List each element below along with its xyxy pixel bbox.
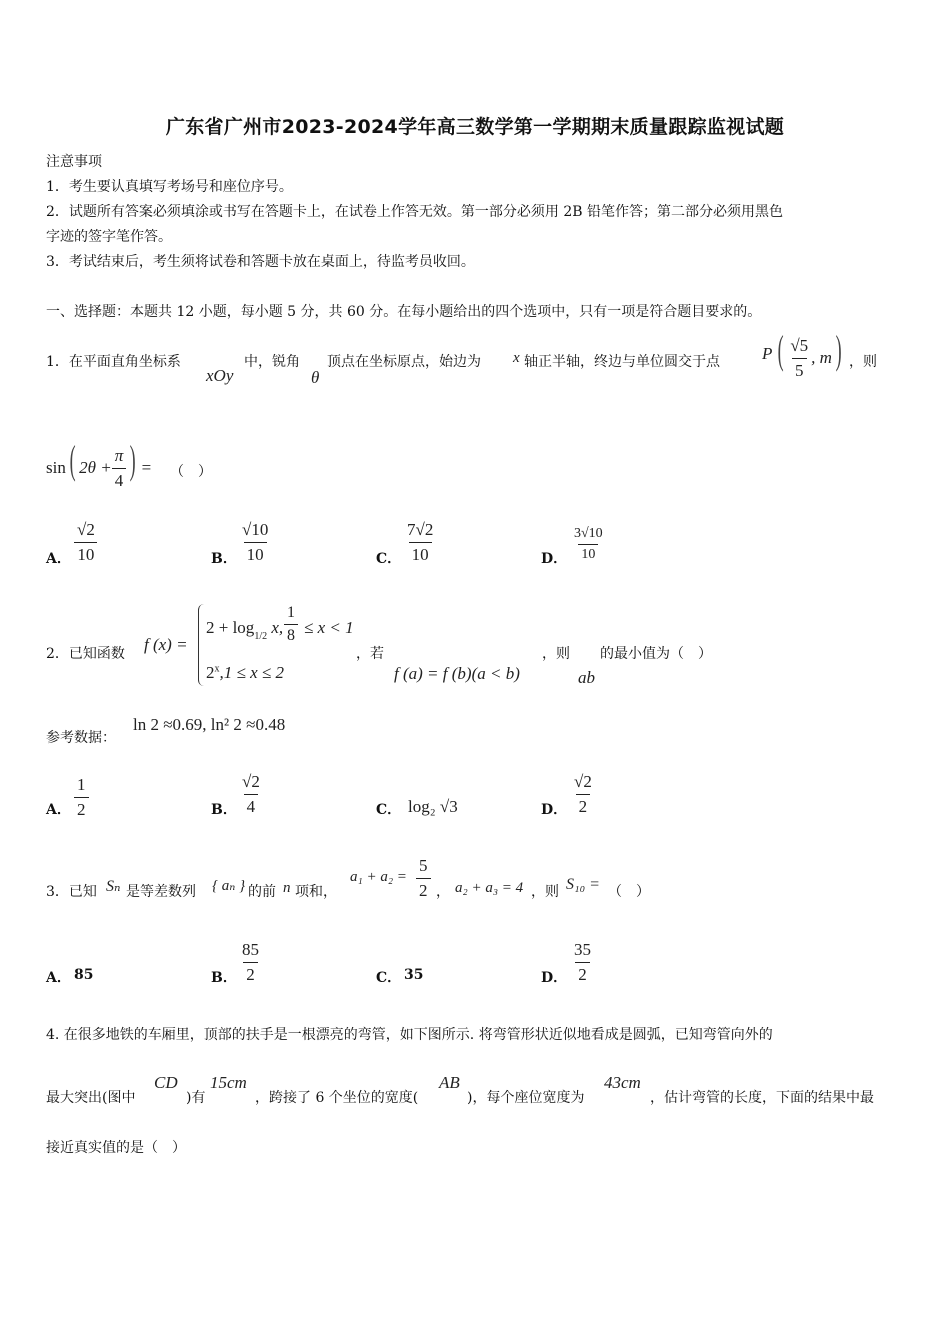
q3-text: 是等差数列	[126, 884, 196, 900]
q1-option-a-num: √2	[77, 520, 95, 539]
q2-option-d-num: √2	[574, 772, 592, 791]
q3-option-c-label[interactable]: C．	[376, 970, 402, 986]
q4-line: 最大突出(图中	[46, 1090, 136, 1106]
q1-theta: θ	[311, 368, 320, 387]
q2-case2-cond: ,1 ≤ x ≤ 2	[219, 663, 284, 682]
q2-ref-label: 参考数据：	[46, 730, 116, 746]
q1-option-b-num: √10	[242, 520, 269, 539]
q1-option-c-den: 10	[409, 542, 432, 565]
q3-eq1-frac	[416, 856, 431, 901]
q1-option-a-den: 10	[74, 542, 97, 565]
q2-option-a-num: 1	[77, 775, 86, 794]
q2-option-a-label[interactable]: A．	[46, 802, 71, 818]
q4-line: )，每个座位宽度为	[467, 1090, 585, 1106]
q1-option-c[interactable]	[404, 520, 436, 565]
q3-eq1-den: 2	[416, 878, 431, 901]
q2-case2-exp: x	[214, 663, 220, 675]
q1-eq: =	[141, 458, 152, 477]
q3-s10: S₁₀ =	[566, 876, 600, 893]
q1-point-num: √5	[790, 336, 809, 355]
q3-text: 项和，	[295, 884, 337, 900]
q3-eq1-lhs: a₁ + a₂ =	[350, 869, 407, 885]
q1-text: 顶点在坐标原点，始边为	[327, 354, 481, 370]
notice-item: 字迹的签字笔作答。	[46, 229, 172, 245]
q2-fx: f (x) =	[144, 635, 188, 654]
q2-ab: ab	[578, 668, 595, 687]
q1-option-c-label[interactable]: C．	[376, 551, 402, 567]
q2-option-c-label[interactable]: C．	[376, 802, 402, 818]
q3-option-b[interactable]	[239, 940, 262, 985]
q2-case1-frac-num: 1	[287, 604, 295, 621]
q1-option-d-num: 3√10	[574, 526, 603, 541]
q1-text: ，则	[849, 354, 877, 370]
q1-text: 1．在平面直角坐标系	[46, 354, 181, 370]
q3-an: { aₙ }	[212, 878, 246, 894]
q2-option-b-label[interactable]: B．	[211, 802, 237, 818]
q3-option-d-num: 35	[574, 940, 591, 959]
q4-cd: CD	[154, 1073, 178, 1092]
q3-option-a[interactable]: 85	[74, 967, 94, 983]
q3-option-a-label[interactable]: A．	[46, 970, 71, 986]
q2-text: ，则	[542, 646, 570, 662]
q1-point-coords: ( $\frac{√5}{5}$ , m)	[777, 327, 842, 380]
q4-15cm: 15cm	[210, 1073, 247, 1092]
q2-case1-frac-den: 8	[284, 624, 298, 645]
q2-case1-base: 1/2	[254, 631, 268, 642]
q1-m: , m	[811, 348, 832, 367]
q2-option-d[interactable]	[571, 772, 595, 817]
q1-x: x	[513, 350, 520, 366]
q2-option-c[interactable]: log₂ √3	[408, 797, 458, 816]
q2-case2-base: 2	[206, 663, 215, 682]
q4-line: 4. 在很多地铁的车厢里，顶部的扶手是一根漂亮的弯管，如下图所示. 将弯管形状近似地看成是圆弧，已知弯管向外的	[46, 1027, 773, 1043]
q2-option-d-den: 2	[576, 794, 591, 817]
q1-option-c-num: 7√2	[407, 520, 434, 539]
q1-option-b[interactable]	[239, 520, 271, 565]
q3-blank: （ ）	[608, 884, 650, 900]
q3-text: 3．已知	[46, 884, 97, 900]
notice-heading: 注意事项	[46, 154, 102, 170]
q1-point: P	[762, 344, 773, 363]
q2-case2	[206, 663, 284, 683]
q2-text: 的最小值为（ ）	[600, 646, 712, 662]
notice-item: 2．试题所有答案必须填涂或书写在答题卡上，在试卷上作答无效。第一部分必须用 2B 铅笔作答；第二部分必须用黑色	[46, 204, 783, 220]
q3-option-b-num: 85	[242, 940, 259, 959]
q3-option-d-den: 2	[575, 962, 590, 985]
page-title: 广东省广州市2023-2024学年高三数学第一学期期末质量跟踪监视试题	[165, 116, 785, 138]
q4-line: ，跨接了 6 个坐位的宽度(	[255, 1090, 419, 1106]
q1-two-theta: 2θ +	[79, 458, 112, 477]
q3-eq2: a₂ + a₃ = 4	[455, 880, 524, 896]
q2-case1	[206, 618, 283, 642]
q2-ref-data: ln 2 ≈0.69, ln² 2 ≈0.48	[133, 715, 286, 734]
q3-option-d-label[interactable]: D．	[541, 970, 568, 986]
notice-item: 3．考试结束后，考生须将试卷和答题卡放在桌面上，待监考员收回。	[46, 254, 475, 270]
q3-eq1-num: 5	[419, 856, 428, 875]
q1-option-a[interactable]	[74, 520, 98, 565]
q2-option-d-label[interactable]: D．	[541, 802, 568, 818]
q4-line: 接近真实值的是（ ）	[46, 1140, 186, 1156]
q2-option-b[interactable]	[239, 772, 263, 817]
q1-option-d-label[interactable]: D．	[541, 551, 568, 567]
q3-text: ，	[436, 884, 450, 900]
q1-expression: sin( 2θ + $\frac{\pi}{4}$ ) =	[46, 437, 152, 490]
q4-line: )有	[186, 1090, 206, 1106]
q2-option-a-den: 2	[74, 797, 89, 820]
q2-text: 2．已知函数	[46, 646, 125, 662]
q3-n: n	[283, 880, 291, 896]
q2-case1-cond: ≤ x < 1	[304, 618, 354, 637]
q1-text: 中，锐角	[244, 354, 300, 370]
q2-option-b-den: 4	[244, 794, 259, 817]
q2-case1-frac	[284, 604, 298, 645]
q1-pi: π	[114, 446, 124, 465]
q1-option-b-label[interactable]: B．	[211, 551, 237, 567]
q2-cond: f (a) = f (b)(a < b)	[394, 664, 520, 683]
q3-option-d[interactable]	[571, 940, 594, 985]
q3-option-c[interactable]: 35	[404, 967, 424, 983]
q2-option-b-num: √2	[242, 772, 260, 791]
q3-option-b-den: 2	[243, 962, 258, 985]
q1-blank: （ ）	[170, 464, 212, 480]
q2-text: ，若	[356, 646, 384, 662]
q1-point-den: 5	[792, 358, 807, 381]
q1-sin: sin	[46, 458, 66, 477]
q2-case1-log: 2 + log	[206, 618, 255, 637]
q4-ab: AB	[439, 1073, 460, 1092]
q3-text: 的前	[248, 884, 276, 900]
q4-43cm: 43cm	[604, 1073, 641, 1092]
q1-text: 轴正半轴，终边与单位圆交于点	[524, 354, 720, 370]
q3-sn: Sₙ	[106, 878, 121, 895]
section-heading: 一、选择题：本题共 12 小题，每小题 5 分，共 60 分。在每小题给出的四个选项中，只有一项是符合题目要求的。	[46, 304, 762, 320]
q1-xoy: xOy	[206, 366, 234, 385]
q4-line: ，估计弯管的长度，下面的结果中最	[650, 1090, 874, 1106]
q1-option-d[interactable]	[571, 526, 606, 563]
q2-case1-x: x,	[271, 618, 284, 637]
q1-option-d-den: 10	[578, 544, 598, 563]
q1-four: 4	[112, 468, 127, 491]
q2-option-a[interactable]	[74, 775, 89, 820]
q3-option-b-label[interactable]: B．	[211, 970, 237, 986]
notice-item: 1．考生要认真填写考场号和座位序号。	[46, 179, 293, 195]
q3-text: ，则	[531, 884, 559, 900]
q1-option-b-den: 10	[244, 542, 267, 565]
q1-option-a-label[interactable]: A．	[46, 551, 71, 567]
